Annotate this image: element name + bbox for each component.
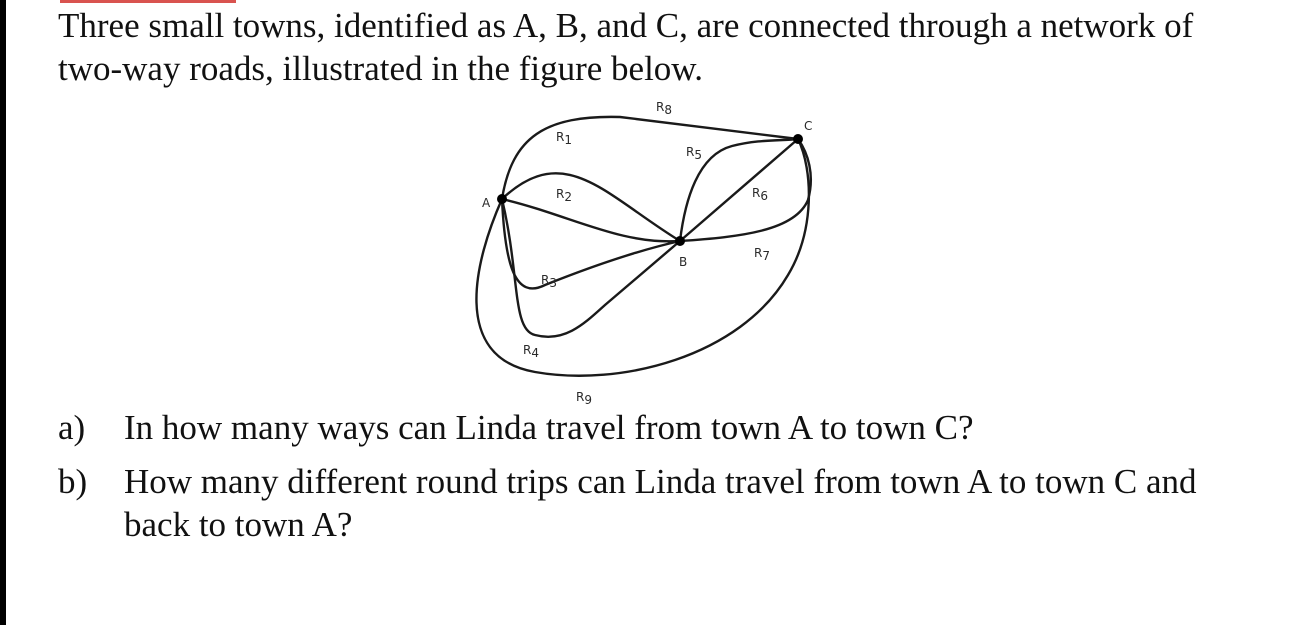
road-letter: R (656, 100, 665, 114)
road-r8-number: 8 (664, 103, 672, 117)
question-a-label: a) (58, 408, 86, 447)
road-r5-number: 5 (694, 148, 702, 162)
road-r1-number: 1 (564, 133, 572, 147)
road-network-diagram (470, 95, 840, 415)
town-c-node (793, 134, 803, 144)
road-network-figure (470, 95, 840, 415)
left-border (0, 0, 6, 625)
town-c-label: C (804, 119, 813, 133)
road-letter: R (686, 145, 695, 159)
road-r2-label (556, 187, 572, 204)
question-b-label: b) (58, 462, 88, 501)
road-r4-label (523, 343, 539, 360)
road-r9-label (576, 390, 592, 407)
road-r2-number: 2 (564, 190, 572, 204)
road-r7-number: 7 (762, 249, 770, 263)
road-letter: R (752, 186, 761, 200)
road-r3 (502, 199, 680, 288)
question-a-text: In how many ways can Linda travel from town A to town C? (124, 408, 974, 447)
question-a (58, 406, 1258, 450)
road-r1-label (556, 130, 572, 147)
question-b-text: How many different round trips can Linda travel from town A to town C and back to town A? (124, 462, 1197, 544)
road-letter: R (556, 130, 565, 144)
town-b-node (675, 236, 685, 246)
road-letter: R (541, 273, 550, 287)
road-r2 (502, 199, 680, 241)
road-r8-label (656, 100, 672, 117)
question-b (58, 460, 1258, 550)
intro-paragraph: Three small towns, identified as A, B, and C, are connected through a network of two-way roads, illustrated in the figure below. (58, 6, 1194, 88)
road-letter: R (523, 343, 532, 357)
road-r9-number: 9 (584, 393, 592, 407)
town-b-label: B (679, 255, 688, 269)
town-a-label: A (482, 196, 491, 210)
road-r6-number: 6 (760, 189, 768, 203)
road-r4-number: 4 (531, 346, 539, 360)
highlight-mark (60, 0, 236, 3)
town-a-node (497, 194, 507, 204)
road-letter: R (754, 246, 763, 260)
road-r6-label (752, 186, 768, 203)
road-letter: R (556, 187, 565, 201)
road-letter: R (576, 390, 585, 404)
road-r3-number: 3 (549, 276, 557, 290)
road-r7-label (754, 246, 770, 263)
road-r5-label (686, 145, 702, 162)
road-r3-label (541, 273, 557, 290)
